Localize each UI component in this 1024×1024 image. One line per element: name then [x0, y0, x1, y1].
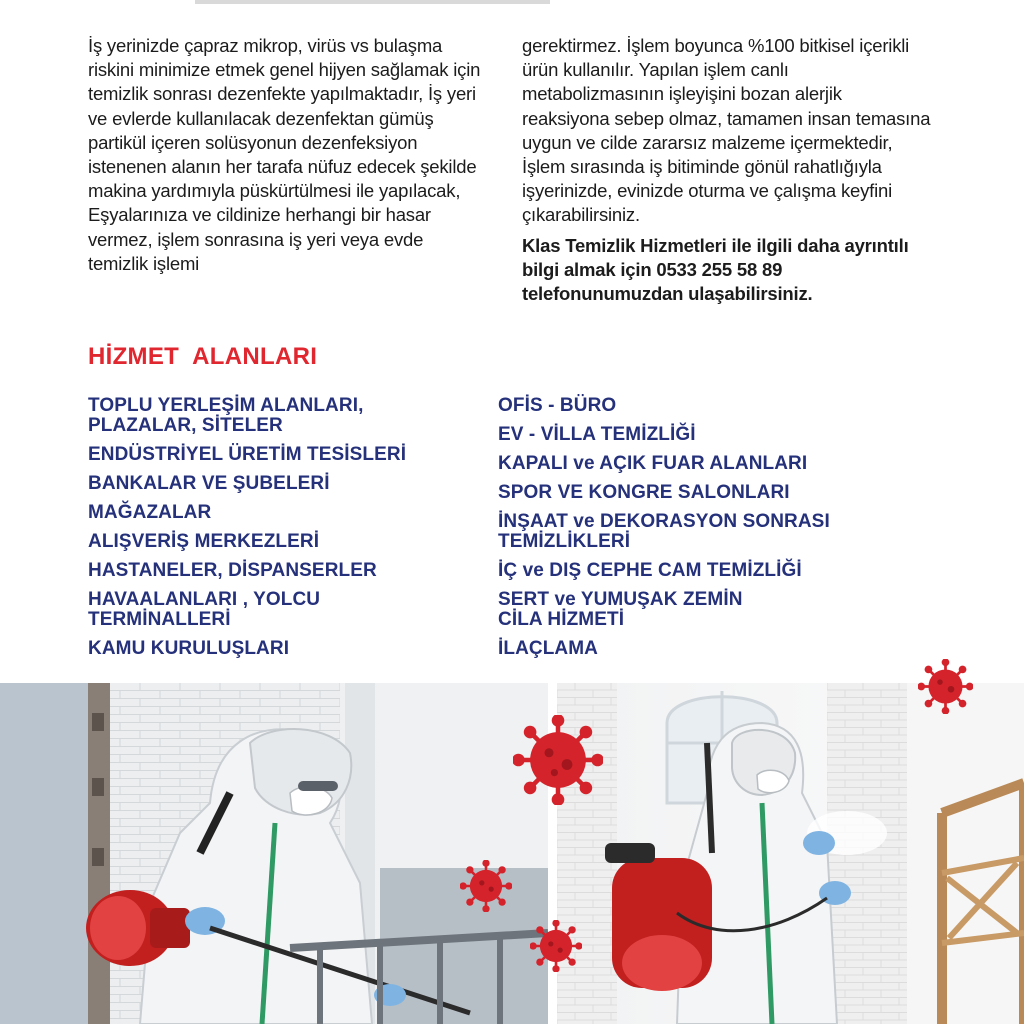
service-item: TOPLU YERLEŞİM ALANLARI, PLAZALAR, SİTELER [88, 395, 364, 436]
service-item: ENDÜSTRİYEL ÜRETİM TESİSLERİ [88, 444, 407, 465]
virus-icon [460, 860, 512, 917]
service-item: MAĞAZALAR [88, 502, 212, 523]
service-item: HAVAALANLARI , YOLCU TERMİNALLERİ [88, 589, 321, 630]
virus-icon [530, 920, 582, 977]
service-item: İNŞAAT ve DEKORASYON SONRASI TEMİZLİKLERİ [498, 511, 830, 552]
service-item: EV - VİLLA TEMİZLİĞİ [498, 424, 696, 445]
service-item: KAMU KURULUŞLARI [88, 638, 290, 659]
virus-icon [918, 659, 973, 719]
services-title: HİZMET ALANLARI [88, 343, 318, 370]
disinfection-photo-left [0, 683, 548, 1024]
disinfection-photo-right [557, 683, 1024, 1024]
intro-text-right: gerektirmez. İşlem boyunca %100 bitkisel içerikli ürün kullanılır. Yapılan işlem canlı metabolizmasının işleyişini bozan alerjik reaksiyona sebep olmaz, tamamen insan temasına uygun ve cilde zararsız malzeme içermektedir, İşlem sırasında iş bitiminde gönül rahatlığıyla işyerinizde, evinizde oturma ve çalışma keyfini çıkarabilirsiniz. [522, 35, 931, 226]
services-list-right [498, 396, 918, 668]
service-item: SERT ve YUMUŞAK ZEMİN CİLA HİZMETİ [498, 589, 743, 630]
top-divider [195, 0, 550, 4]
service-item: İÇ ve DIŞ CEPHE CAM TEMİZLİĞİ [498, 560, 802, 581]
service-item: SPOR VE KONGRE SALONLARI [498, 482, 790, 503]
service-item: ALIŞVERİŞ MERKEZLERİ [88, 531, 320, 552]
virus-icon [513, 715, 603, 810]
service-item: HASTANELER, DİSPANSERLER [88, 560, 377, 581]
intro-column-right [522, 34, 932, 306]
intro-column-left [88, 34, 488, 276]
service-item: KAPALI ve AÇIK FUAR ALANLARI [498, 453, 808, 474]
services-list-left [88, 396, 488, 668]
service-item: BANKALAR VE ŞUBELERİ [88, 473, 330, 494]
service-item: OFİS - BÜRO [498, 395, 617, 416]
intro-text-left: İş yerinizde çapraz mikrop, virüs vs bulaşma riskini minimize etmek genel hijyen sağlamak için temizlik sonrası dezenfekte yapılmaktadır, İş yeri ve evlerde kullanılacak dezenfektan gümüş partikül içeren solüsyonun dezenfeksiyon istenenen alanın her tarafa nüfuz edecek şekilde makina yardımıyla püskürtülmesi ile yapılacak, Eşyalarınıza ve cildinize herhangi bir hasar vermez, işlem sonrasına iş yeri veya evde temizlik işlemi [88, 35, 481, 274]
contact-text: Klas Temizlik Hizmetleri ile ilgili daha ayrıntılı bilgi almak için 0533 255 58 89 telefonunumuzdan ulaşabilirsiniz. [522, 234, 909, 305]
service-item: İLAÇLAMA [498, 638, 599, 659]
